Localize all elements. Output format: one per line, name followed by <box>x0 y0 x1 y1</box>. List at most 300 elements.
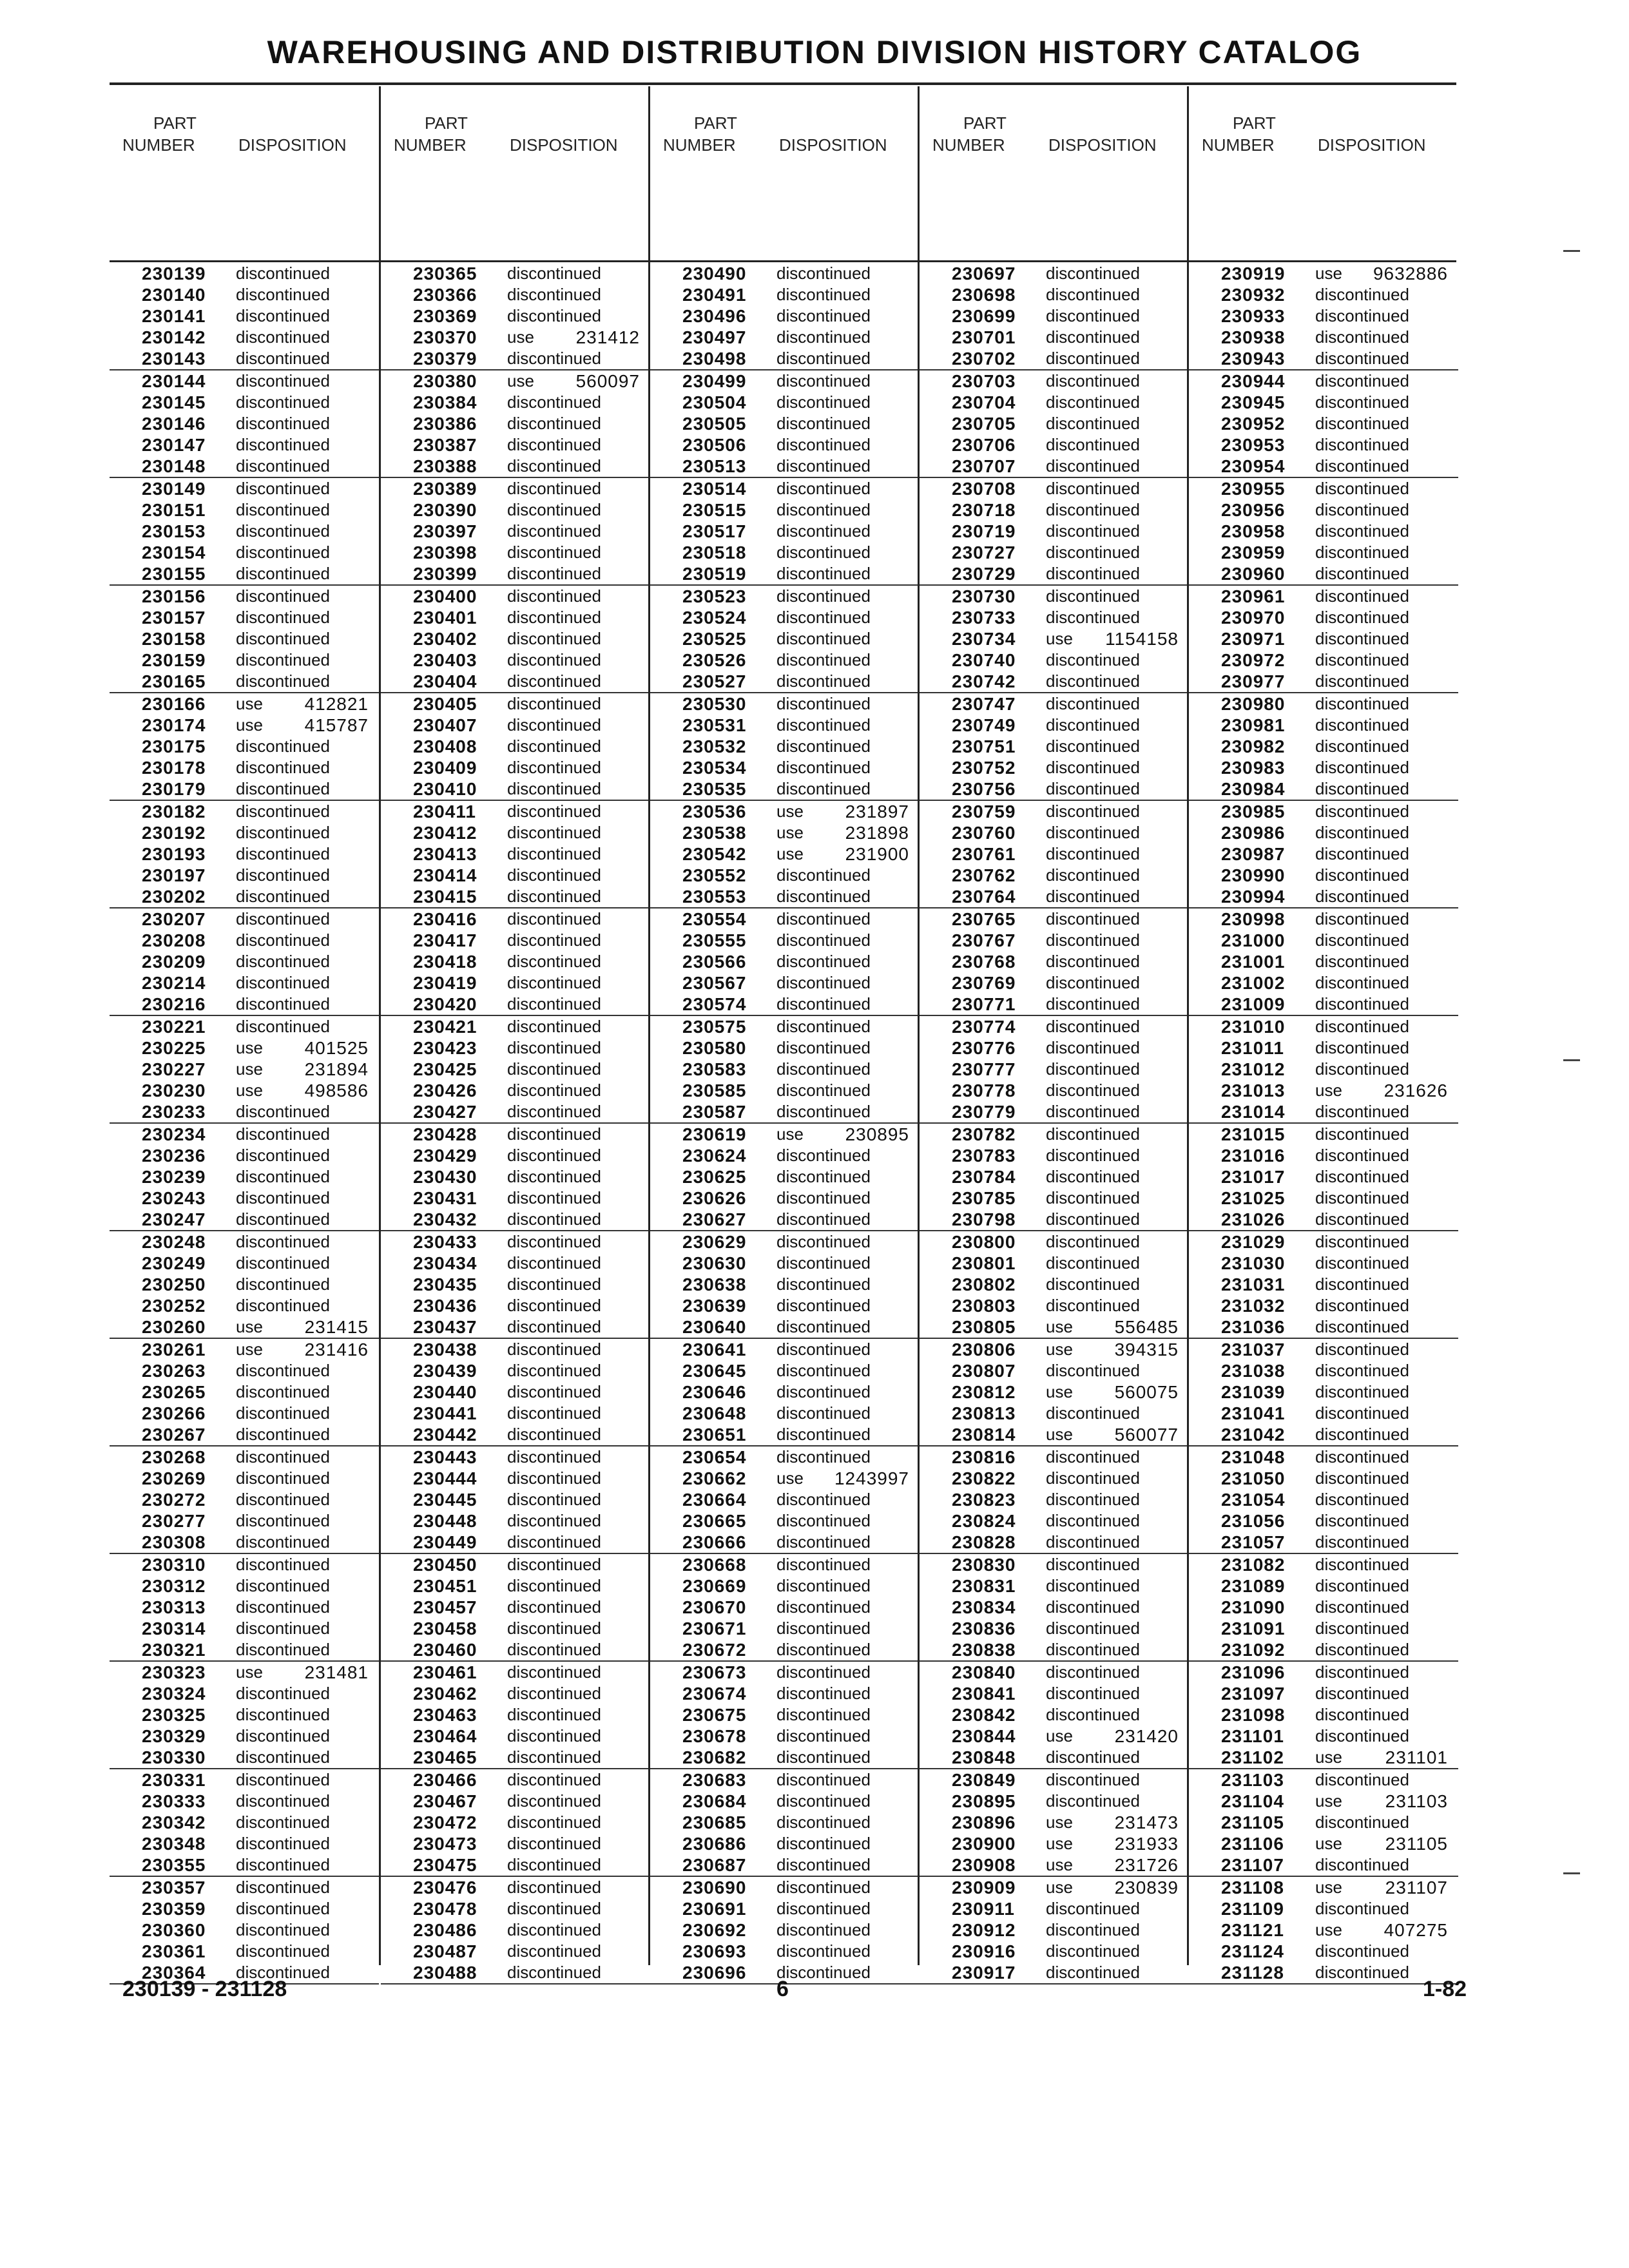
table-row <box>110 908 379 930</box>
part-number: 230366 <box>413 285 477 305</box>
part-number: 230499 <box>682 371 747 391</box>
part-number: 230417 <box>413 930 477 950</box>
disposition: discontinued <box>1315 1662 1409 1682</box>
part-number: 230413 <box>413 844 477 864</box>
part-number: 230654 <box>682 1447 747 1467</box>
part-number: 230998 <box>1221 909 1286 929</box>
disposition: discontinued <box>1315 1705 1409 1724</box>
disposition: discontinued <box>1315 650 1409 669</box>
replacement-part-number: 498586 <box>304 1081 369 1100</box>
disposition: discontinued <box>1315 1597 1409 1617</box>
part-number: 230519 <box>682 564 747 584</box>
table-row <box>650 930 920 951</box>
replacement-part-number: 231415 <box>304 1317 369 1337</box>
catalog-column <box>1187 86 1458 1983</box>
disposition: discontinued <box>507 456 601 476</box>
table-row <box>381 1080 650 1101</box>
part-number: 230671 <box>682 1619 747 1639</box>
disposition: discontinued <box>236 1619 330 1638</box>
header-part-label: PART <box>694 113 737 133</box>
disposition: discontinued <box>236 306 330 325</box>
disposition: discontinued <box>776 758 871 777</box>
table-row <box>110 586 379 607</box>
disposition: discontinued <box>236 650 330 669</box>
table-row <box>1189 1381 1458 1403</box>
table-row <box>381 521 650 542</box>
disposition: discontinued <box>507 1188 601 1207</box>
table-row <box>1189 1166 1458 1187</box>
header-disposition-label: DISPOSITION <box>779 135 887 155</box>
part-number: 230430 <box>413 1167 477 1187</box>
part-number: 230807 <box>952 1361 1016 1381</box>
disposition: discontinued <box>1046 1253 1140 1273</box>
table-row <box>1189 1339 1458 1360</box>
part-number: 231010 <box>1221 1017 1286 1037</box>
disposition: discontinued <box>776 608 871 627</box>
part-number: 230814 <box>952 1425 1016 1445</box>
part-number: 230440 <box>413 1382 477 1402</box>
part-number: 230552 <box>682 865 747 885</box>
part-number: 230805 <box>952 1317 1016 1337</box>
part-number: 230933 <box>1221 306 1286 326</box>
table-row <box>1189 951 1458 972</box>
table-row <box>920 1554 1189 1575</box>
table-row <box>381 1812 650 1833</box>
part-number: 230239 <box>142 1167 206 1187</box>
part-number: 230641 <box>682 1340 747 1360</box>
disposition: discontinued <box>776 736 871 756</box>
table-row <box>381 865 650 886</box>
disposition: discontinued <box>1315 1963 1409 1982</box>
part-number: 230444 <box>413 1468 477 1488</box>
table-row <box>920 1166 1189 1187</box>
part-number: 230404 <box>413 671 477 691</box>
disposition: discontinued <box>236 844 330 863</box>
disposition: discontinued <box>1315 414 1409 433</box>
replacement-part-number: 1243997 <box>834 1468 909 1488</box>
disposition: discontinued <box>1315 371 1409 390</box>
part-number: 230769 <box>952 973 1016 993</box>
disposition: discontinued <box>1046 1468 1140 1488</box>
disposition: discontinued <box>1315 1188 1409 1207</box>
table-row <box>110 607 379 628</box>
part-number: 230407 <box>413 715 477 735</box>
part-number: 230834 <box>952 1597 1016 1617</box>
part-number: 230645 <box>682 1361 747 1381</box>
table-row <box>920 284 1189 305</box>
part-number: 230828 <box>952 1532 1016 1552</box>
table-row <box>1189 563 1458 586</box>
part-number: 230752 <box>952 758 1016 778</box>
disposition: discontinued <box>507 1425 601 1444</box>
table-row <box>650 1919 920 1941</box>
disposition: discontinued <box>776 306 871 325</box>
part-number: 230411 <box>413 802 476 822</box>
table-row <box>381 586 650 607</box>
part-number: 230945 <box>1221 392 1286 412</box>
table-row <box>650 1253 920 1274</box>
table-row <box>920 801 1189 822</box>
table-row <box>920 628 1189 649</box>
disposition: discontinued <box>507 930 601 950</box>
table-row <box>1189 1597 1458 1618</box>
disposition: discontinued <box>507 1555 601 1574</box>
part-number: 231037 <box>1221 1340 1286 1360</box>
part-number: 230704 <box>952 392 1016 412</box>
table-row <box>920 1037 1189 1059</box>
disposition: discontinued <box>1315 479 1409 498</box>
part-number: 230418 <box>413 952 477 972</box>
table-row <box>381 951 650 972</box>
part-number: 230277 <box>142 1511 206 1531</box>
disposition: discontinued <box>1315 1770 1409 1789</box>
disposition: use <box>236 715 263 735</box>
part-number: 230580 <box>682 1038 747 1058</box>
header-number-label: NUMBER <box>932 135 1005 155</box>
replacement-part-number: 231101 <box>1385 1747 1448 1767</box>
disposition: discontinued <box>1046 1296 1140 1315</box>
table-row <box>110 1941 379 1962</box>
part-number: 230822 <box>952 1468 1016 1488</box>
table-row <box>110 1016 379 1037</box>
table-row <box>381 1898 650 1919</box>
disposition: discontinued <box>507 1253 601 1273</box>
table-row <box>650 1941 920 1962</box>
part-number: 230970 <box>1221 608 1286 628</box>
table-row <box>110 822 379 843</box>
table-row <box>381 801 650 822</box>
margin-mark <box>1563 250 1580 252</box>
table-row <box>920 1339 1189 1360</box>
table-row <box>110 1403 379 1424</box>
disposition: discontinued <box>507 694 601 713</box>
disposition: discontinued <box>1046 758 1140 777</box>
disposition: discontinued <box>1046 1770 1140 1789</box>
part-number: 230908 <box>952 1855 1016 1875</box>
table-row <box>110 1791 379 1812</box>
table-row <box>650 499 920 521</box>
table-row <box>381 1037 650 1059</box>
replacement-part-number: 560097 <box>575 371 640 391</box>
part-number: 230193 <box>142 844 206 864</box>
part-number: 230972 <box>1221 650 1286 670</box>
disposition: discontinued <box>507 1705 601 1724</box>
part-number: 230524 <box>682 608 747 628</box>
part-number: 230705 <box>952 414 1016 434</box>
disposition: discontinued <box>1046 1274 1140 1294</box>
table-row <box>1189 327 1458 348</box>
part-number: 230553 <box>682 887 747 907</box>
part-number: 230783 <box>952 1146 1016 1166</box>
disposition: discontinued <box>236 1640 330 1659</box>
part-number: 230488 <box>413 1963 477 1983</box>
disposition: discontinued <box>236 1878 330 1897</box>
part-number: 230703 <box>952 371 1016 391</box>
part-number: 230971 <box>1221 629 1286 649</box>
part-number: 230514 <box>682 479 747 499</box>
table-row <box>920 1962 1189 1984</box>
part-number: 230214 <box>142 973 206 993</box>
column-header <box>650 107 920 178</box>
part-number: 230442 <box>413 1425 477 1445</box>
disposition: discontinued <box>1315 1232 1409 1251</box>
table-row <box>1189 1747 1458 1769</box>
disposition: use <box>776 1468 804 1488</box>
disposition: discontinued <box>1315 1274 1409 1294</box>
part-number: 230982 <box>1221 736 1286 756</box>
part-number: 230779 <box>952 1102 1016 1122</box>
table-row <box>110 327 379 348</box>
part-number: 230192 <box>142 823 206 843</box>
disposition: discontinued <box>236 1963 330 1982</box>
header-disposition-label: DISPOSITION <box>238 135 347 155</box>
part-number: 230429 <box>413 1146 477 1166</box>
header-disposition-label: DISPOSITION <box>510 135 618 155</box>
table-row <box>650 1747 920 1769</box>
part-number: 230321 <box>142 1640 206 1660</box>
table-row <box>1189 1403 1458 1424</box>
table-row <box>650 1877 920 1898</box>
part-number: 230436 <box>413 1296 477 1316</box>
table-row <box>110 715 379 736</box>
disposition: discontinued <box>1315 392 1409 412</box>
disposition: use <box>1046 1340 1073 1359</box>
table-row <box>650 1209 920 1231</box>
table-row <box>650 327 920 348</box>
part-number: 230234 <box>142 1124 206 1144</box>
part-number: 230178 <box>142 758 206 778</box>
part-number: 231124 <box>1221 1941 1284 1961</box>
part-number: 230331 <box>142 1770 206 1790</box>
part-number: 230434 <box>413 1253 477 1273</box>
table-row <box>110 1253 379 1274</box>
disposition: discontinued <box>236 414 330 433</box>
table-row <box>110 348 379 370</box>
disposition: use <box>1315 1081 1342 1100</box>
disposition: discontinued <box>236 1941 330 1961</box>
disposition: discontinued <box>236 1770 330 1789</box>
disposition: discontinued <box>507 887 601 906</box>
table-row <box>920 1316 1189 1339</box>
table-row <box>920 1295 1189 1316</box>
table-row <box>1189 801 1458 822</box>
part-number: 230784 <box>952 1167 1016 1187</box>
disposition: discontinued <box>1046 844 1140 863</box>
part-number: 230380 <box>413 371 477 391</box>
table-row <box>920 1575 1189 1597</box>
disposition: discontinued <box>776 1059 871 1079</box>
table-row <box>110 951 379 972</box>
table-row <box>110 1446 379 1468</box>
disposition: discontinued <box>507 1899 601 1918</box>
part-number: 230669 <box>682 1576 747 1596</box>
disposition: discontinued <box>1315 629 1409 648</box>
part-number: 230526 <box>682 650 747 670</box>
table-row <box>650 1059 920 1080</box>
part-number: 230359 <box>142 1899 206 1919</box>
disposition: discontinued <box>776 1511 871 1530</box>
part-number: 230587 <box>682 1102 747 1122</box>
part-number: 230179 <box>142 779 206 799</box>
table-row <box>650 757 920 778</box>
part-number: 230707 <box>952 456 1016 476</box>
table-row <box>381 1166 650 1187</box>
part-number: 231101 <box>1221 1726 1284 1746</box>
disposition: discontinued <box>776 327 871 347</box>
disposition: discontinued <box>1315 586 1409 606</box>
replacement-part-number: 231726 <box>1114 1855 1179 1875</box>
part-number: 230405 <box>413 694 477 714</box>
disposition: discontinued <box>776 543 871 562</box>
part-number: 230458 <box>413 1619 477 1639</box>
disposition: discontinued <box>1046 1619 1140 1638</box>
part-number: 230842 <box>952 1705 1016 1725</box>
table-row <box>920 1360 1189 1381</box>
disposition: use <box>1046 1878 1073 1897</box>
disposition: discontinued <box>1046 671 1140 691</box>
disposition: discontinued <box>507 543 601 562</box>
table-row <box>110 1662 379 1683</box>
part-number: 230439 <box>413 1361 477 1381</box>
table-row <box>381 1209 650 1231</box>
disposition: discontinued <box>776 264 871 283</box>
part-number: 230697 <box>952 264 1016 284</box>
table-row <box>110 284 379 305</box>
table-row <box>920 671 1189 693</box>
disposition: discontinued <box>1315 1532 1409 1552</box>
table-row <box>650 1016 920 1037</box>
disposition: discontinued <box>1046 414 1140 433</box>
part-number: 231128 <box>1221 1963 1284 1983</box>
disposition: discontinued <box>507 1361 601 1380</box>
part-number: 230148 <box>142 456 206 476</box>
table-row <box>381 1747 650 1769</box>
disposition: discontinued <box>1315 1124 1409 1144</box>
part-number: 230683 <box>682 1770 747 1790</box>
disposition: discontinued <box>1046 327 1140 347</box>
disposition: discontinued <box>236 1425 330 1444</box>
table-row <box>110 1833 379 1854</box>
disposition: discontinued <box>236 1124 330 1144</box>
disposition: discontinued <box>236 629 330 648</box>
part-number: 230798 <box>952 1209 1016 1229</box>
part-number: 230158 <box>142 629 206 649</box>
table-row <box>650 1187 920 1209</box>
table-row <box>1189 1683 1458 1704</box>
disposition: discontinued <box>776 694 871 713</box>
disposition: use <box>1046 1855 1073 1874</box>
table-row <box>920 693 1189 715</box>
disposition: use <box>1315 1920 1342 1939</box>
table-row <box>650 521 920 542</box>
table-row <box>650 478 920 499</box>
part-number: 230919 <box>1221 264 1286 284</box>
table-row <box>650 1812 920 1833</box>
disposition: discontinued <box>236 1490 330 1509</box>
disposition: discontinued <box>1046 1705 1140 1724</box>
replacement-part-number: 407275 <box>1383 1920 1448 1940</box>
disposition: discontinued <box>507 479 601 498</box>
part-number: 230953 <box>1221 435 1286 455</box>
table-row <box>1189 521 1458 542</box>
column-rows <box>650 263 920 1984</box>
part-number: 230141 <box>142 306 206 326</box>
disposition: use <box>1315 1834 1342 1853</box>
table-row <box>110 1618 379 1639</box>
part-number: 231048 <box>1221 1447 1286 1467</box>
disposition: discontinued <box>776 1770 871 1789</box>
part-number: 230774 <box>952 1017 1016 1037</box>
table-row <box>920 263 1189 284</box>
table-row <box>1189 1059 1458 1080</box>
part-number: 230583 <box>682 1059 747 1079</box>
part-number: 230651 <box>682 1425 747 1445</box>
table-row <box>1189 1446 1458 1468</box>
part-number: 231091 <box>1221 1619 1286 1639</box>
table-row <box>920 456 1189 478</box>
part-number: 230619 <box>682 1124 747 1144</box>
part-number: 230156 <box>142 586 206 606</box>
part-number: 230751 <box>952 736 1016 756</box>
part-number: 230420 <box>413 994 477 1014</box>
table-row <box>920 994 1189 1016</box>
disposition: discontinued <box>776 779 871 798</box>
disposition: discontinued <box>507 1812 601 1832</box>
table-row <box>1189 263 1458 284</box>
replacement-part-number: 9632886 <box>1373 264 1448 284</box>
part-number: 231105 <box>1221 1812 1284 1832</box>
disposition: discontinued <box>236 1705 330 1724</box>
header-part-label: PART <box>1233 113 1276 133</box>
part-number: 230155 <box>142 564 206 584</box>
part-number: 230384 <box>413 392 477 412</box>
part-number: 230684 <box>682 1791 747 1811</box>
part-number: 230696 <box>682 1963 747 1983</box>
table-row <box>381 1532 650 1554</box>
part-number: 231001 <box>1221 952 1286 972</box>
table-row <box>381 1295 650 1316</box>
part-number: 230370 <box>413 327 477 347</box>
disposition: discontinued <box>1315 1855 1409 1874</box>
part-number: 230207 <box>142 909 206 929</box>
table-row <box>920 736 1189 757</box>
table-row <box>381 1919 650 1941</box>
disposition: discontinued <box>1315 1209 1409 1229</box>
disposition: discontinued <box>776 1274 871 1294</box>
table-row <box>1189 1510 1458 1532</box>
disposition: use <box>1046 1834 1073 1853</box>
table-row <box>381 1253 650 1274</box>
disposition: discontinued <box>1315 564 1409 583</box>
part-number: 230733 <box>952 608 1016 628</box>
table-row <box>650 413 920 434</box>
disposition: discontinued <box>507 1017 601 1036</box>
part-number: 230668 <box>682 1555 747 1575</box>
part-number: 230985 <box>1221 802 1286 822</box>
table-row <box>110 649 379 671</box>
disposition: discontinued <box>507 1232 601 1251</box>
part-number: 230272 <box>142 1490 206 1510</box>
disposition: use <box>1046 1317 1073 1336</box>
part-number: 230687 <box>682 1855 747 1875</box>
table-row <box>920 521 1189 542</box>
disposition: discontinued <box>1315 456 1409 476</box>
replacement-part-number: 231105 <box>1385 1834 1448 1854</box>
part-number: 230932 <box>1221 285 1286 305</box>
disposition: discontinued <box>776 650 871 669</box>
disposition: discontinued <box>236 1167 330 1186</box>
disposition: discontinued <box>507 844 601 863</box>
